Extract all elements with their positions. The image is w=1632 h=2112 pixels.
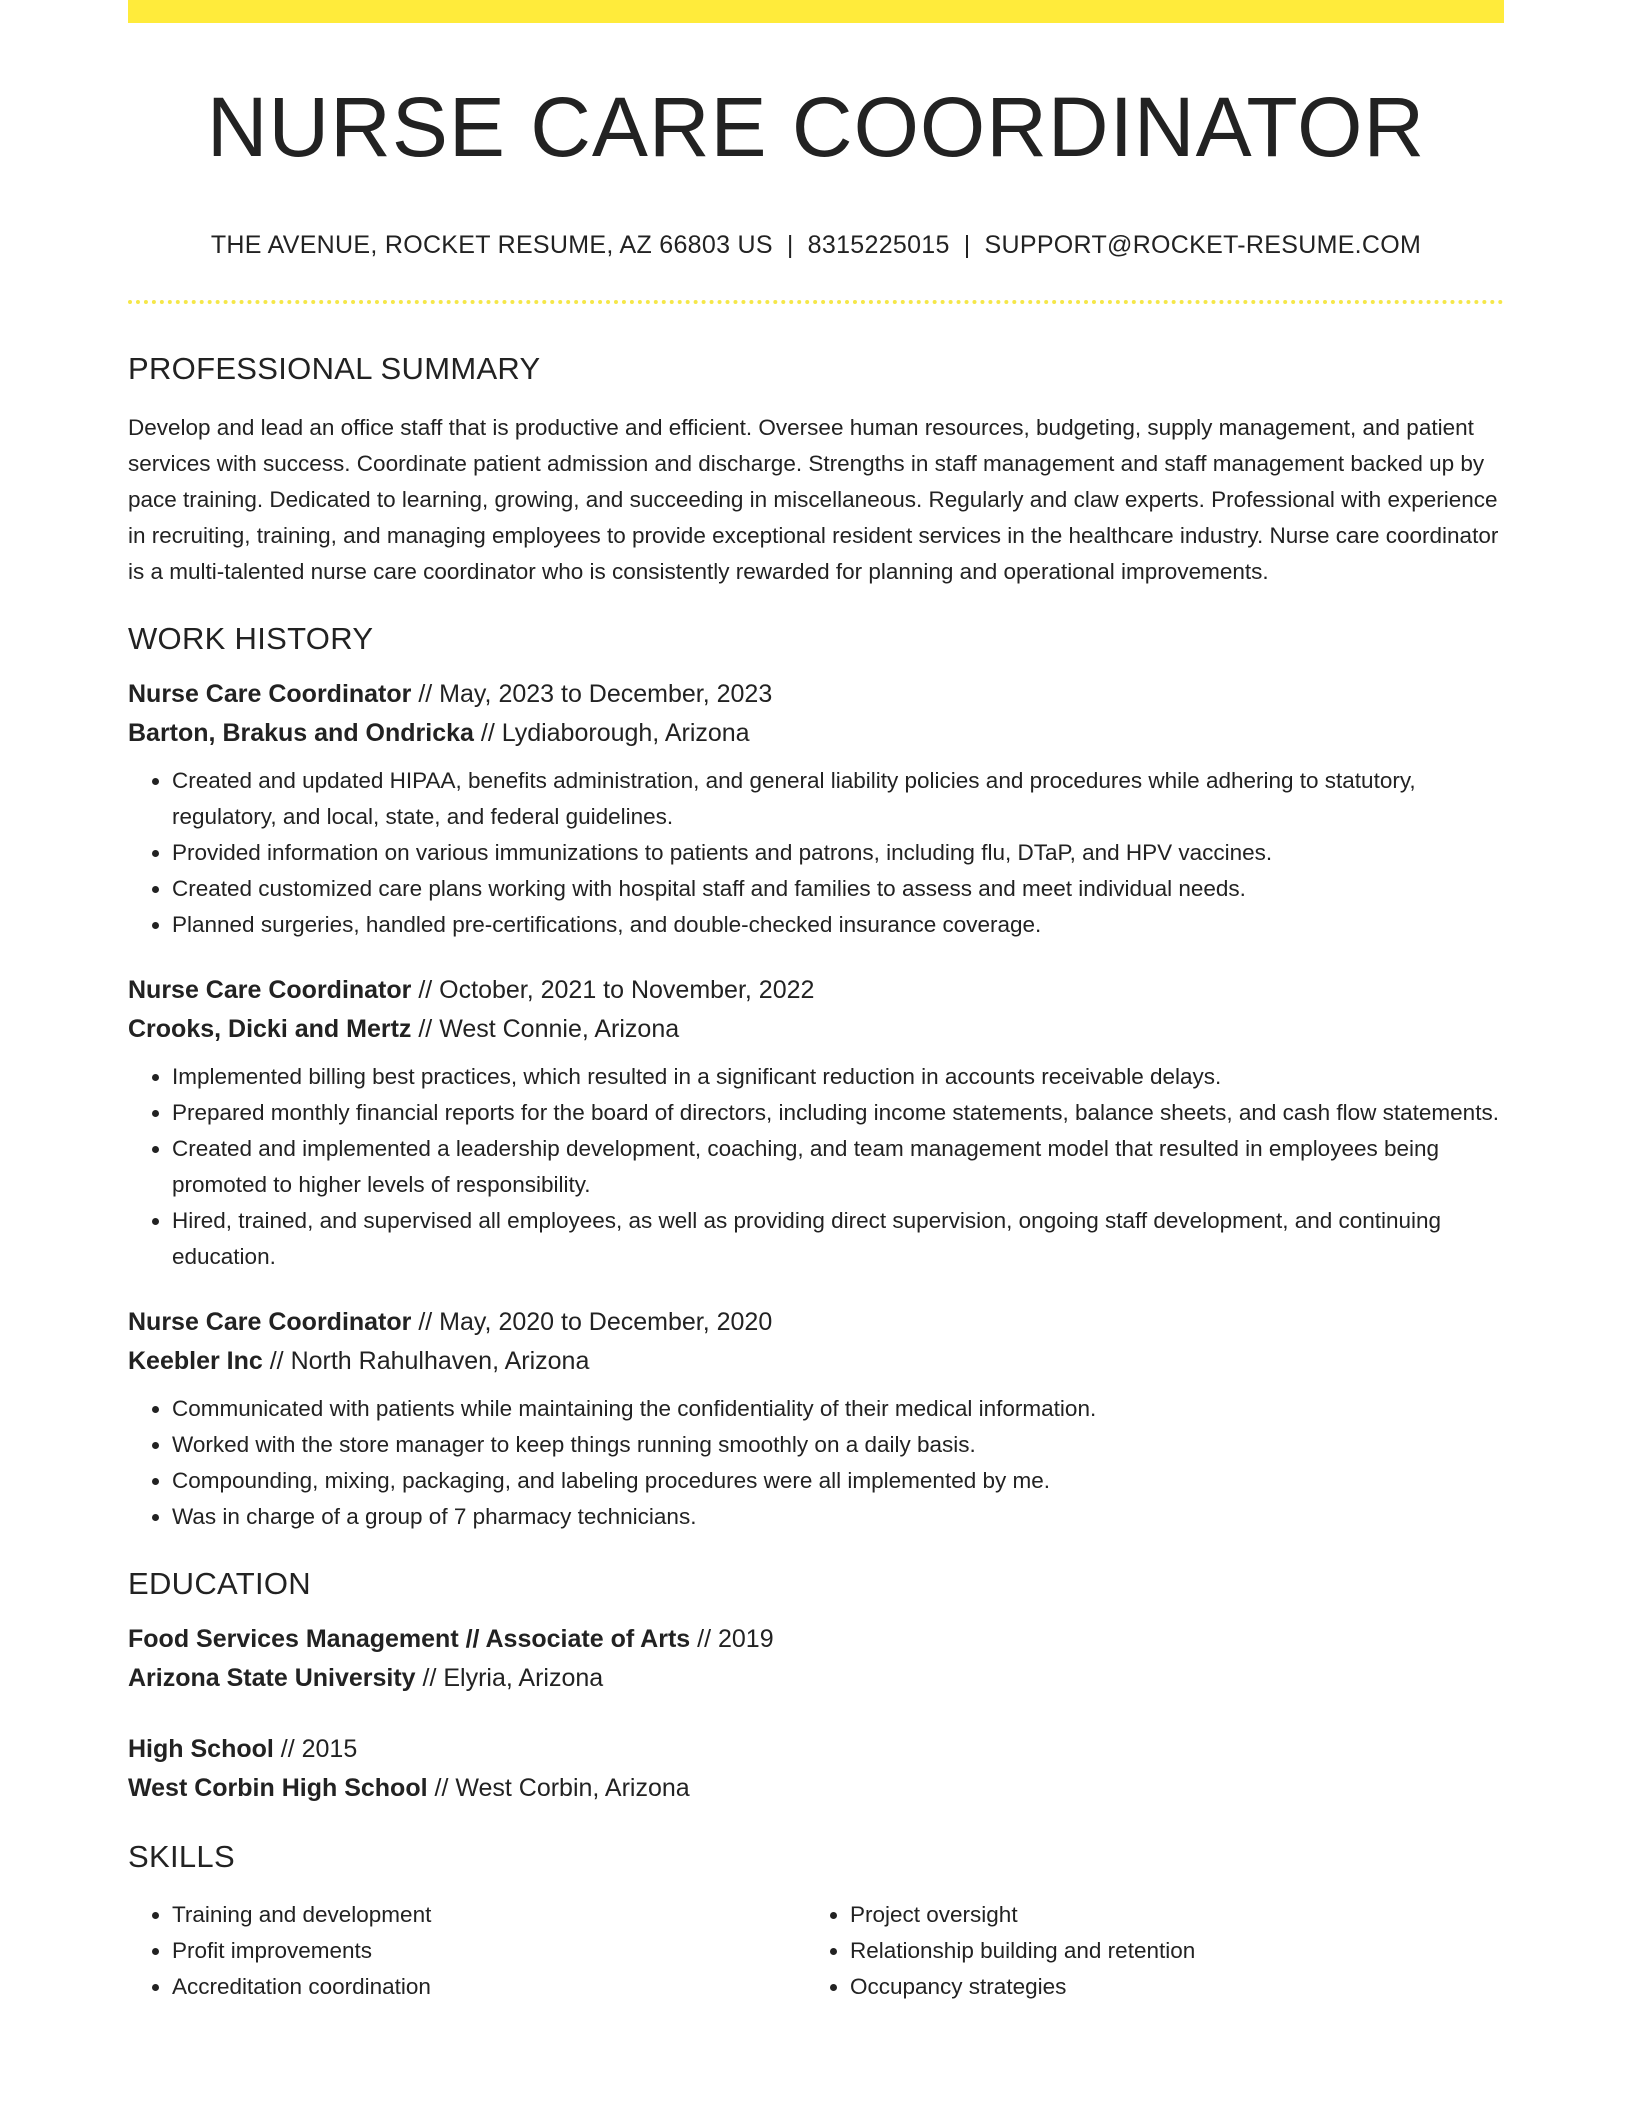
job-bullet: • Created and updated HIPAA, benefits administration, and general liability policies and procedures while adhering to statutory, regulatory, and local, state, and federal guidelines.	[172, 763, 1504, 835]
job-bullets	[128, 1391, 1504, 1535]
job-title-line	[128, 971, 1504, 1010]
job-company: Keebler Inc	[128, 1346, 263, 1375]
job-dates: // May, 2020 to December, 2020	[411, 1307, 773, 1336]
contact-line	[128, 231, 1504, 260]
education-entry	[128, 1620, 1504, 1698]
job-entry	[128, 675, 1504, 943]
job-dates: // October, 2021 to November, 2022	[411, 975, 815, 1004]
job-title: Nurse Care Coordinator	[128, 1307, 412, 1336]
school-location: // West Corbin, Arizona	[427, 1773, 690, 1802]
job-dates: // May, 2023 to December, 2023	[411, 679, 773, 708]
job-bullet: • Implemented billing best practices, which resulted in a significant reduction in accounts receivable delays.	[172, 1059, 1504, 1095]
school-name: West Corbin High School	[128, 1773, 428, 1802]
resume-page	[128, 0, 1504, 2005]
candidate-name: NURSE CARE COORDINATOR	[206, 80, 1426, 174]
contact-phone: 8315225015	[807, 231, 950, 260]
contact-address: THE AVENUE, ROCKET RESUME, AZ 66803 US	[210, 231, 773, 260]
job-company-line	[128, 1010, 1504, 1049]
job-bullet: • Created and implemented a leadership development, coaching, and team management model that resulted in employees being promoted to higher levels of responsibility.	[172, 1131, 1504, 1203]
skill-item: • Project oversight	[850, 1897, 1484, 1933]
skills-list-right	[806, 1897, 1484, 2005]
accent-bar	[128, 0, 1504, 23]
job-company-line	[128, 714, 1504, 753]
degree-line	[128, 1620, 1504, 1659]
skills-list-left	[128, 1897, 806, 2005]
skill-item: • Accreditation coordination	[172, 1969, 806, 2005]
job-bullet: • Prepared monthly financial reports for the board of directors, including income statements, balance sheets, and cash flow statements.	[172, 1095, 1504, 1131]
job-entry	[128, 1303, 1504, 1535]
school-line	[128, 1769, 1504, 1808]
education-section	[128, 1565, 1504, 1808]
school-line	[128, 1659, 1504, 1698]
skills-heading: SKILLS	[128, 1838, 235, 1874]
school-location: // Elyria, Arizona	[415, 1663, 604, 1692]
job-bullet: • Provided information on various immunizations to patients and patrons, including flu, DTaP, and HPV vaccines.	[172, 835, 1504, 871]
job-bullet: • Created customized care plans working with hospital staff and families to assess and meet individual needs.	[172, 871, 1504, 907]
header-divider	[128, 300, 1504, 304]
skills-section	[128, 1838, 1504, 2005]
skill-item: • Occupancy strategies	[850, 1969, 1484, 2005]
job-bullet: • Planned surgeries, handled pre-certifications, and double-checked insurance coverage.	[172, 907, 1504, 943]
work-history-section	[128, 620, 1504, 1535]
job-location: // West Connie, Arizona	[411, 1014, 680, 1043]
contact-separator: |	[786, 231, 794, 260]
job-bullets	[128, 763, 1504, 943]
degree-name: High School	[128, 1734, 274, 1763]
contact-separator: |	[963, 231, 971, 260]
job-company-line	[128, 1342, 1504, 1381]
job-location: // North Rahulhaven, Arizona	[262, 1346, 590, 1375]
skills-columns	[128, 1897, 1504, 2005]
degree-year: // 2019	[690, 1624, 774, 1653]
job-bullet: • Compounding, mixing, packaging, and labeling procedures were all implemented by me.	[172, 1463, 1504, 1499]
degree-year: // 2015	[273, 1734, 358, 1763]
job-bullet: • Worked with the store manager to keep things running smoothly on a daily basis.	[172, 1427, 1504, 1463]
education-heading: EDUCATION	[128, 1565, 311, 1601]
job-title: Nurse Care Coordinator	[128, 975, 412, 1004]
degree-line	[128, 1730, 1504, 1769]
job-bullet: • Communicated with patients while maintaining the confidentiality of their medical information.	[172, 1391, 1504, 1427]
contact-email: SUPPORT@ROCKET-RESUME.COM	[984, 231, 1422, 260]
job-bullet: • Hired, trained, and supervised all employees, as well as providing direct supervision, ongoing staff development, and continuing education.	[172, 1203, 1504, 1275]
work-history-heading: WORK HISTORY	[128, 620, 374, 656]
skill-item: • Profit improvements	[172, 1933, 806, 1969]
degree-name: Food Services Management // Associate of Arts	[128, 1624, 691, 1653]
job-location: // Lydiaborough, Arizona	[473, 718, 750, 747]
job-entry	[128, 971, 1504, 1275]
job-title-line	[128, 1303, 1504, 1342]
job-company: Crooks, Dicki and Mertz	[128, 1014, 412, 1043]
school-name: Arizona State University	[128, 1663, 416, 1692]
job-title-line	[128, 675, 1504, 714]
education-entry	[128, 1730, 1504, 1808]
summary-text: Develop and lead an office staff that is productive and efficient. Oversee human resources, budgeting, supply management, and patient services with success. Coordinate patient admission and discharge. Strengths in staff management and staff management backed up by pace training. Dedicated to learning, growing, and succeeding in miscellaneous. Regularly and claw experts. Professional with experience in recruiting, training, and managing employees to provide exceptional resident services in the healthcare industry. Nurse care coordinator is a multi-talented nurse care coordinator who is consistently rewarded for planning and operational improvements.	[128, 414, 1499, 584]
job-bullets	[128, 1059, 1504, 1275]
job-company: Barton, Brakus and Ondricka	[128, 718, 474, 747]
skill-item: • Training and development	[172, 1897, 806, 1933]
job-bullet: • Was in charge of a group of 7 pharmacy technicians.	[172, 1499, 1504, 1535]
job-title: Nurse Care Coordinator	[128, 679, 412, 708]
summary-heading: PROFESSIONAL SUMMARY	[128, 351, 541, 387]
skill-item: • Relationship building and retention	[850, 1933, 1484, 1969]
